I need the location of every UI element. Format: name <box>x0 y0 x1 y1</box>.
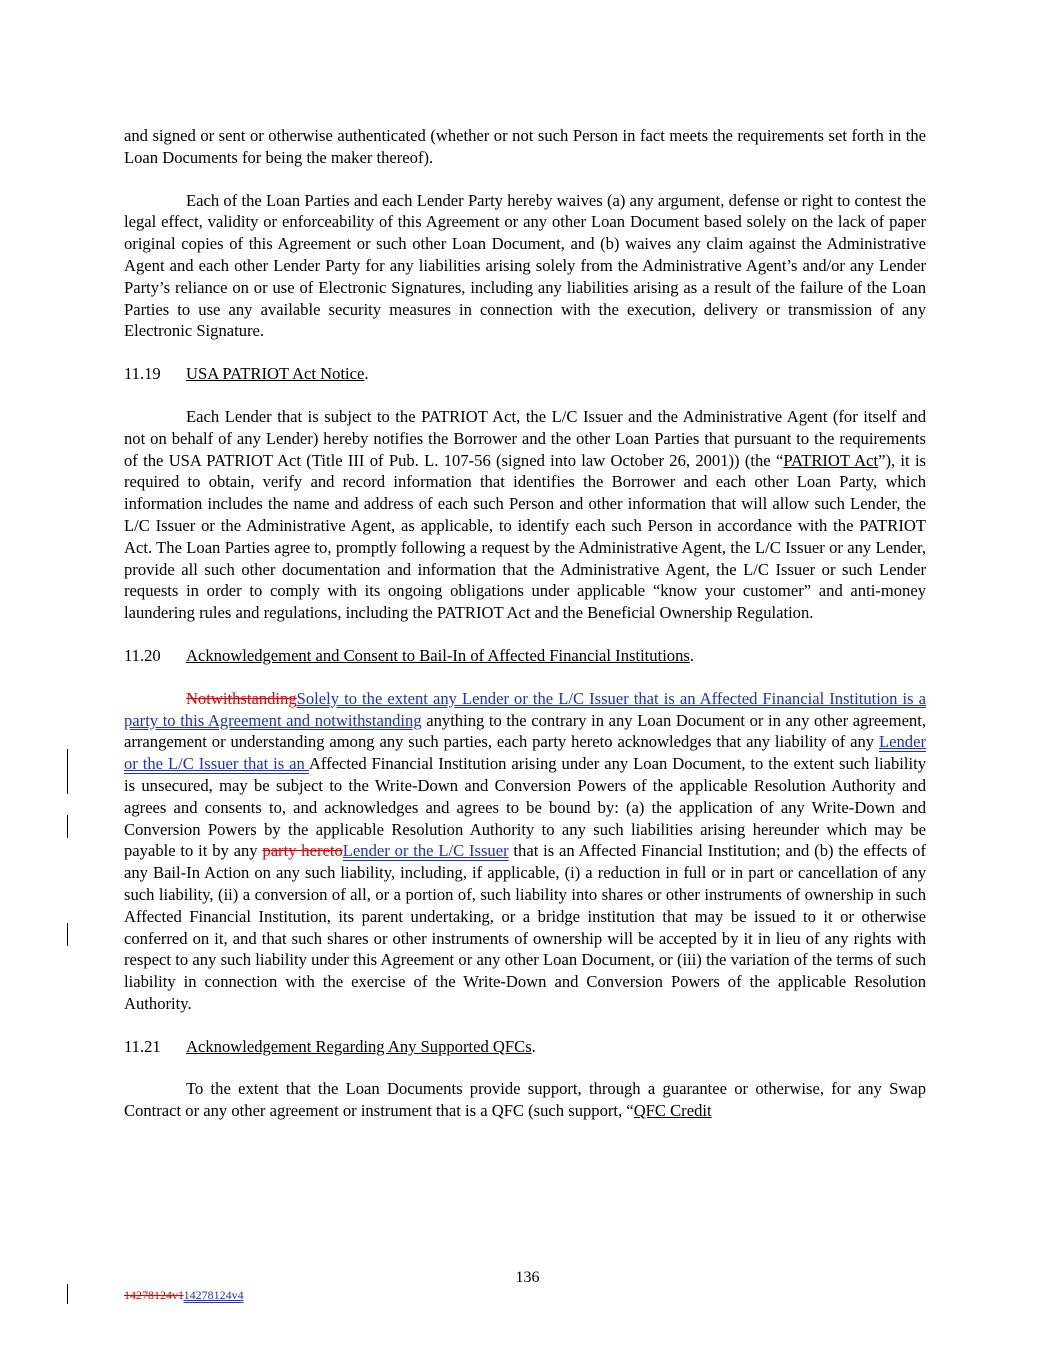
change-bar <box>67 749 68 794</box>
paragraph-patriot-act: Each Lender that is subject to the PATRIOT Act, the L/C Issuer and the Administrative Agent (for itself and not on behalf of any Lender) hereby notifies the Borrower and the other Loan Parties that pursuant to the requirements of the USA PATRIOT Act (Title III of Pub. L. 107-56 (signed into law October 26, 2001)) (the “PATRIOT Act”), it is required to obtain, verify and record information that identifies the Borrower and each other Loan Party, which information includes the name and address of each such Person and other information that will allow such Lender, the L/C Issuer or the Administrative Agent, as applicable, to identify each such Person in accordance with the PATRIOT Act. The Loan Parties agree to, promptly following a request by the Administrative Agent, the L/C Issuer or any Lender, provide all such other documentation and information that the Administrative Agent, the L/C Issuer or such Lender requests in order to comply with its ongoing obligations under applicable “know your customer” and anti-money laundering rules and regulations, including the PATRIOT Act and the Beneficial Ownership Regulation. <box>124 406 927 623</box>
section-heading-11-19: 11.19 USA PATRIOT Act Notice. <box>124 364 369 384</box>
document-id-footer <box>124 1288 244 1303</box>
page-number: 136 <box>515 1269 540 1286</box>
change-bar <box>67 923 68 946</box>
section-title: Acknowledgement Regarding Any Supported QFCs <box>186 1036 532 1056</box>
inserted-doc-id: 14278124v4 <box>183 1288 244 1302</box>
change-bar <box>67 815 68 838</box>
deleted-text: party hereto <box>262 841 343 861</box>
deleted-text: Notwithstanding <box>186 688 297 708</box>
deleted-doc-id: 14278124v1 <box>124 1288 184 1302</box>
section-title: USA PATRIOT Act Notice <box>186 364 365 384</box>
paragraph-waiver: Each of the Loan Parties and each Lender Party hereby waives (a) any argument, defense or right to contest the legal effect, validity or enforceability of this Agreement or any other Loan Document based solely on the lack of paper original copies of this Agreement or such other Loan Document, and (b) waives any claim against the Administrative Agent and each other Lender Party for any liabilities arising solely from the Administrative Agent’s and/or any Lender Party’s reliance on or use of Electronic Signatures, including any liabilities arising as a result of the failure of the Loan Parties to use any available security measures in connection with the execution, delivery or transmission of any Electronic Signature. <box>124 190 926 341</box>
section-number: 11.20 <box>124 645 161 665</box>
paragraph-electronic-signature-cont: and signed or sent or otherwise authenticated (whether or not such Person in fact meets the requirements set forth in the Loan Documents for being the maker thereof). <box>124 126 926 167</box>
paragraph-qfc: To the extent that the Loan Documents provide support, through a guarantee or otherwise, for any Swap Contract or any other agreement or instrument that is a QFC (such support, “QFC Credit <box>124 1079 926 1121</box>
section-heading-11-21: 11.21 Acknowledgement Regarding Any Supported QFCs. <box>124 1036 536 1056</box>
change-bar <box>67 1284 68 1304</box>
document-body <box>124 125 926 1122</box>
section-number: 11.19 <box>124 364 161 384</box>
defined-term: PATRIOT Act <box>783 450 879 470</box>
section-heading-11-20: 11.20 Acknowledgement and Consent to Bail-In of Affected Financial Institutions. <box>124 645 695 665</box>
section-number: 11.21 <box>124 1036 161 1056</box>
inserted-text: Lender or the L/C Issuer that is an <box>124 732 926 774</box>
paragraph-bail-in: NotwithstandingSolely to the extent any Lender or the L/C Issuer that is an Affected Financial Institution is a party to this Agreement and notwithstanding anything to the contrary in any Loan Document or in any other agreement, arrangement or understanding among any such parties, each party hereto acknowledges that any liability of any Lender or the L/C Issuer that is an Affected Financial Institution arising under any Loan Document, to the extent such liability is unsecured, may be subject to the Write-Down and Conversion Powers of the applicable Resolution Authority and agrees and consents to, and acknowledges and agrees to be bound by: (a) the application of any Write-Down and Conversion Powers by the applicable Resolution Authority to any such liabilities arising hereunder which may be payable to it by any party heretoLender or the L/C Issuer that is an Affected Financial Institution; and (b) the effects of any Bail-In Action on any such liability, including, if applicable, (i) a reduction in full or in part or cancellation of any such liability, (ii) a conversion of all, or a portion of, such liability into shares or other instruments of ownership in such Affected Financial Institution, its parent undertaking, or a bridge institution that may be issued to it or otherwise conferred on it, and that such shares or other instruments of ownership will be accepted by it in lieu of any rights with respect to any such liability under this Agreement or any other Loan Document, or (iii) the variation of the terms of such liability in connection with the exercise of the Write-Down and Conversion Powers of the applicable Resolution Authority. <box>124 688 926 1013</box>
defined-term: QFC Credit <box>633 1101 712 1121</box>
inserted-text: Lender or the L/C Issuer <box>342 841 509 861</box>
section-title: Acknowledgement and Consent to Bail-In of Affected Financial Institutions <box>186 645 690 665</box>
inserted-text: Solely to the extent any Lender or the L/C Issuer that is an Affected Financial Institution is a party to this Agreement and notwithstanding <box>124 688 926 730</box>
